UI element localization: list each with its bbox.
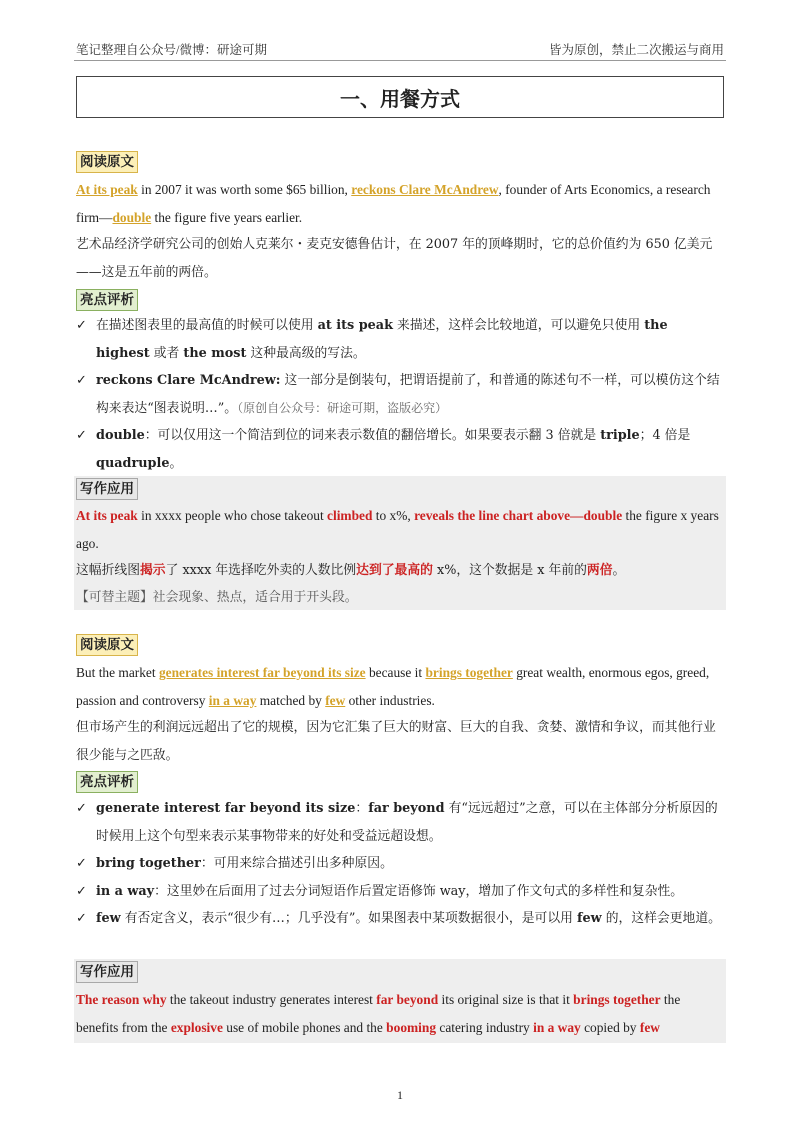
text-segment: 这一部分是倒装句，把谓语提前了，和普通的陈述句不一样，可以模仿这个结构来表达“图表说明…”。 [96, 373, 720, 416]
bold-term: few [577, 911, 602, 926]
checkmark-icon: ✓ [76, 318, 87, 333]
writing-application-tag-2: 写作应用 [76, 961, 138, 983]
text-segment: to x%, [372, 508, 415, 523]
source-note: （原创自公众号：研途可期，盗版必究） [237, 400, 448, 415]
red-phrase: booming [386, 1019, 437, 1035]
checkmark-icon: ✓ [76, 428, 87, 443]
red-phrase: The reason why [76, 992, 167, 1007]
checkmark-icon: ✓ [76, 911, 87, 926]
red-phrase: far beyond [376, 992, 439, 1007]
header-right-text: 皆为原创，禁止二次搬运与商用 [548, 43, 724, 57]
text-segment: ：可以仅用这一个简洁到位的词来表示数值的翻倍增长。如果要表示翻 3 倍就是 [144, 428, 601, 443]
red-phrase: 揭示 [139, 563, 166, 578]
text-segment: use of mobile phones and the [222, 1019, 387, 1035]
section1-bullet-list [76, 312, 724, 477]
bold-term: triple [600, 428, 640, 443]
bold-term: the highest [96, 318, 668, 361]
text-segment: 或者 [149, 345, 184, 361]
bullet-item [76, 795, 724, 850]
bold-term: bring together [96, 856, 201, 871]
red-phrase: in a way [533, 1019, 581, 1035]
section2-chinese-translation: 但市场产生的利润远远超出了它的规模，因为它汇集了巨大的财富、巨大的自我、贪婪、激情和争议，而其他行业很少能与之匹敌。 [76, 720, 716, 763]
text-segment: 。 [612, 563, 626, 578]
text-segment: its original size is that it [438, 992, 574, 1007]
text-segment: , founder of Arts Economics, a research firm— [76, 182, 711, 225]
text-segment: 了 xxxx 年选择吃外卖的人数比例 [165, 563, 357, 578]
text-segment: matched by [256, 692, 326, 708]
text-segment: 的，这样会更地道。 [601, 911, 721, 926]
text-segment: the figure x years ago. [76, 508, 719, 551]
text-segment: the figure five years earlier. [151, 209, 303, 225]
red-phrase: few [639, 1019, 660, 1035]
red-phrase: double [583, 508, 623, 523]
highlight-analysis-tag-2: 亮点评析 [76, 771, 138, 793]
phrase-in-a-way: in a way [208, 692, 257, 708]
phrase-double: double [112, 209, 152, 225]
read-original-tag-2: 阅读原文 [76, 634, 138, 656]
section1-writing-chinese [76, 557, 724, 585]
red-phrase: reveals the line chart above [414, 508, 571, 523]
red-phrase: At its peak [76, 508, 138, 523]
page-title: 一、用餐方式 [76, 76, 724, 118]
phrase-reckons: reckons Clare McAndrew [351, 182, 499, 197]
text-segment: 这幅折线图 [76, 563, 140, 578]
section1-english-text [76, 176, 724, 231]
section2-writing-english [76, 986, 724, 1041]
phrase-few: few [325, 692, 346, 708]
section1-chinese-translation: 艺术品经济学研究公司的创始人克莱尔・麦克安德鲁估计，在 2007 年的顶峰期时，它的总价值约为 650 亿美元——这是五年前的两倍。 [76, 237, 713, 280]
text-segment: 。 [169, 455, 183, 471]
text-segment: in 2007 it was worth some $65 billion, [137, 182, 352, 197]
checkmark-icon: ✓ [76, 373, 87, 388]
text-segment: x%，这个数据是 x 年前的 [432, 563, 587, 578]
text-segment: the benefits from the [76, 992, 681, 1035]
phrase-generates-interest: generates interest far beyond its size [158, 665, 366, 680]
bullet-item [76, 878, 724, 906]
text-segment: But the market [76, 665, 159, 680]
text-segment: the takeout industry generates interest [166, 992, 377, 1007]
text-segment: great wealth, enormous egos, greed, passion and controversy [76, 665, 710, 708]
checkmark-icon: ✓ [76, 801, 87, 816]
text-segment: 来描述，这样会比较地道，可以避免只使用 [392, 318, 645, 333]
text-segment: ：这里妙在后面用了过去分词短语作后置定语修饰 way，增加了作文句式的多样性和复杂性。 [154, 883, 684, 899]
red-phrase: climbed [327, 508, 373, 523]
red-phrase: 达到了最高的 [356, 563, 433, 578]
header-divider [74, 60, 726, 61]
bold-term: generate interest far beyond its size [96, 801, 356, 816]
bullet-item [76, 850, 724, 878]
bold-term: at its peak [317, 318, 393, 333]
bullet-item [76, 905, 724, 933]
bold-term: in a way [96, 883, 155, 899]
bold-term: quadruple [96, 455, 170, 471]
text-segment: 这种最高级的写法。 [246, 345, 366, 361]
text-segment: ：可用来综合描述引出多种原因。 [200, 856, 393, 871]
phrase-at-its-peak: At its peak [76, 182, 138, 197]
page-number: 1 [397, 1088, 403, 1102]
section2-english-text [76, 659, 724, 714]
text-segment: because it [365, 665, 426, 680]
phrase-brings-together: brings together [425, 665, 513, 680]
checkmark-icon: ✓ [76, 883, 87, 899]
text-segment: in xxxx people who chose takeout [137, 508, 328, 523]
checkmark-icon: ✓ [76, 856, 87, 871]
red-phrase: — [570, 508, 584, 523]
text-segment: other industries. [345, 692, 435, 708]
text-segment: 在描述图表里的最高值的时候可以使用 [96, 318, 318, 333]
red-phrase: explosive [170, 1019, 223, 1035]
header-left-text: 笔记整理自公众号/微博：研途可期 [76, 43, 267, 57]
bullet-item [76, 422, 724, 477]
text-segment: 有“远远超过”之意，可以在主体部分分析原因的时候用上这个句型来表示某事物带来的好处和受益远超设想。 [96, 801, 718, 844]
bold-term: far beyond [368, 801, 445, 816]
section1-writing-english [76, 502, 724, 557]
bold-term: few [96, 911, 121, 926]
writing-application-tag-1: 写作应用 [76, 478, 138, 500]
section2-bullet-list [76, 795, 724, 933]
text-segment: copied by [580, 1019, 640, 1035]
text-segment: ： [355, 801, 369, 816]
bold-term: reckons Clare McAndrew: [96, 373, 281, 388]
bold-term: the most [183, 345, 247, 361]
bullet-item [76, 367, 724, 422]
read-original-tag-1: 阅读原文 [76, 151, 138, 173]
text-segment: catering industry [436, 1019, 534, 1035]
bold-term: double [96, 428, 145, 443]
red-phrase: brings together [573, 992, 661, 1007]
highlight-analysis-tag-1: 亮点评析 [76, 289, 138, 311]
alternative-topic-note: 【可替主题】社会现象、热点，适合用于开头段。 [76, 590, 358, 605]
text-segment: ；4 倍是 [639, 428, 691, 443]
text-segment: 有否定含义，表示“很少有…；几乎没有”。如果图表中某项数据很小，是可以用 [120, 911, 577, 926]
red-phrase: 两倍 [586, 563, 613, 578]
bullet-item [76, 312, 724, 367]
